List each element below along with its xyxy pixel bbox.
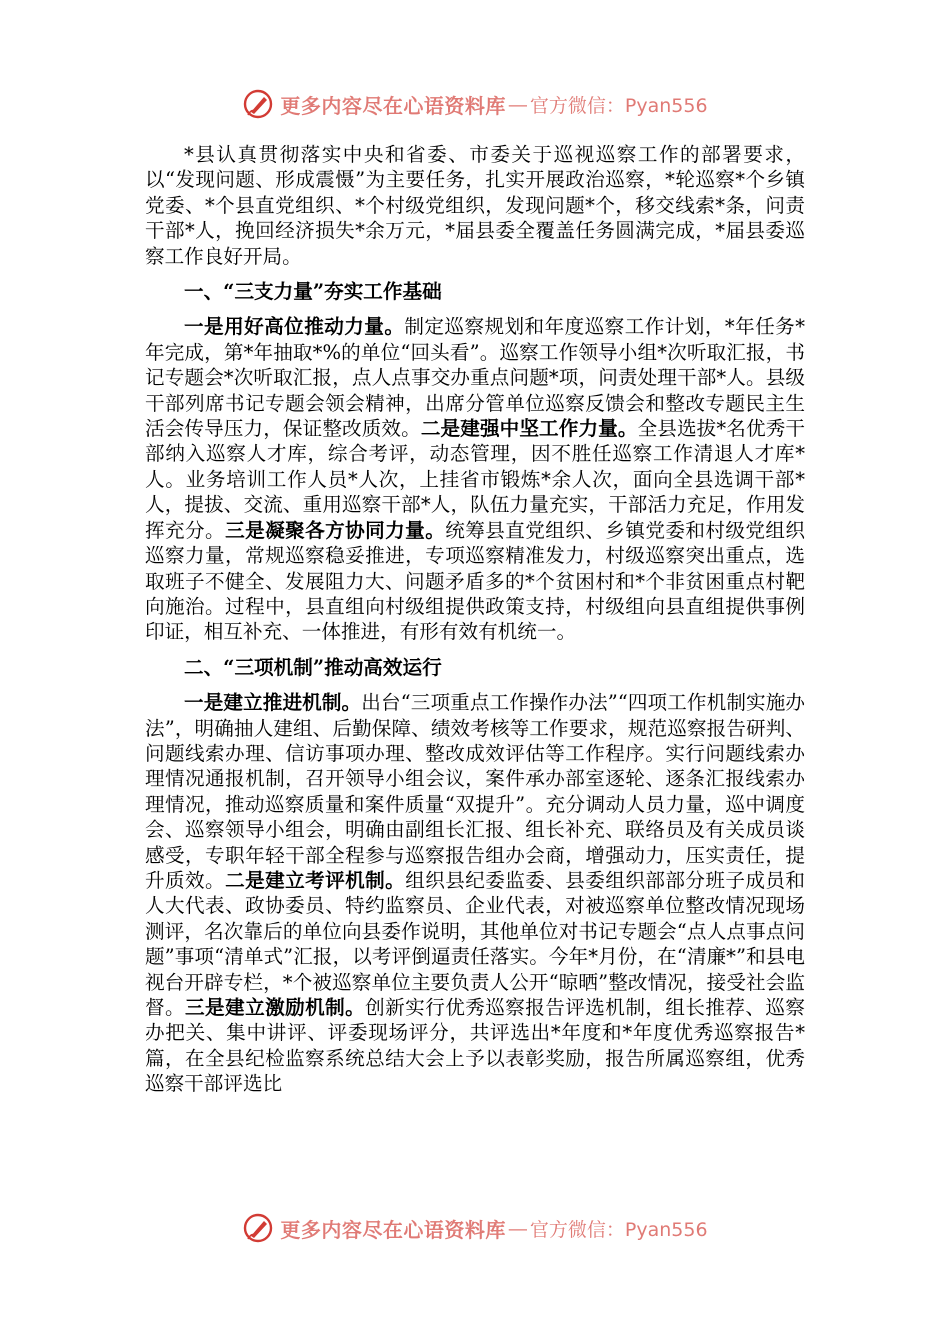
section1-text3: 统筹县直党组织、乡镇党委和村级党组织巡察力量，常规巡察稳妥推进，专项巡察精准发力，村级巡察突出重点，选取班子不健全、发展阻力大、问题矛盾多的*个贫困村和*个非贫困重点村靶向施治。过程中，县直组向村级组提供政策支持，村级组向县直组提供事例印证，相互补充、一体推进，有形有效有机统一。 <box>145 518 806 644</box>
section2-paragraph <box>145 690 805 1097</box>
section2-lead1: 一是建立推进机制。 <box>184 691 362 715</box>
section2-text2: 组织县纪委监委、县委组织部部分班子成员和人大代表、政协委员、特约监察员、企业代表，对被巡察单位整改情况现场测评，名次靠后的单位向县委作说明，其他单位对书记专题会“点人点事点问题”事项“清单式”汇报，以考评倒逼责任落实。今年*月份，在“清廉*”和县电视台开辟专栏，*个被巡察单位主要负责人公开“晾晒”整改情况，接受社会监督。 <box>145 868 806 1019</box>
section1-text1: 制定巡察规划和年度巡察工作计划，*年任务*年完成，第*年抽取*%的单位“回头看”。巡察工作领导小组*次听取汇报，书记专题会*次听取汇报，点人点事交办重点问题*项，问责处理干部*人。县级干部列席书记专题会领会精神，出席分管单位巡察反馈会和整改专题民主生活会传导压力，保证整改质效。 <box>145 315 806 441</box>
section2-lead3: 三是建立激励机制。 <box>185 996 366 1019</box>
document-body <box>145 142 805 1097</box>
footer-watermark <box>0 1206 950 1250</box>
banner-separator: — <box>507 92 528 116</box>
section2-text3: 创新实行优秀巡察报告评选机制，组长推荐、巡察办把关、集中讲评、评委现场评分，共评选出*年度和*年度优秀巡察报告*篇，在全县纪检监察系统总结大会上予以表彰奖励，报告所属巡察组，优秀巡察干部评选比 <box>145 996 806 1096</box>
section2-lead2: 二是建立考评机制。 <box>225 868 406 892</box>
banner-brand: 更多内容尽在心语资料库 <box>280 93 506 118</box>
section1-lead3: 三是凝聚各方协同力量。 <box>225 518 446 542</box>
section1-paragraph <box>145 314 805 644</box>
section2-heading: 二、“三项机制”推动高效运行 <box>184 655 442 679</box>
pen-logo-icon <box>242 1212 274 1244</box>
intro-paragraph: *县认真贯彻落实中央和省委、市委关于巡视巡察工作的部署要求，以“发现问题、形成震慑”为主要任务，扎实开展政治巡察，*轮巡察*个乡镇党委、*个县直党组织、*个村级党组织，发现问题*个，移交线索*条，问责干部*人，挽回经济损失*余万元，*届县委全覆盖任务圆满完成，*届县委巡察工作良好开局。 <box>145 143 805 268</box>
banner-wechat: 官方微信：Pyan556 <box>529 1218 708 1241</box>
header-watermark <box>0 82 950 126</box>
section1-lead2: 二是建强中坚工作力量。 <box>420 417 638 441</box>
section1-heading: 一、“三支力量”夯实工作基础 <box>184 280 442 304</box>
banner-brand: 更多内容尽在心语资料库 <box>280 1217 506 1242</box>
section1-lead1: 一是用好高位推动力量。 <box>184 315 405 339</box>
banner-separator: — <box>507 1216 528 1240</box>
banner-wechat: 官方微信：Pyan556 <box>529 94 708 117</box>
section2-text1: 出台“三项重点工作操作办法”“四项工作机制实施办法”，明确抽人建组、后勤保障、绩效考核等工作要求，规范巡察报告研判、问题线索办理、信访事项办理、整改成效评估等工作程序。实行问题线索办理情况通报机制，召开领导小组会议，案件承办部室逐轮、逐条汇报线索办理情况，推动巡察质量和案件质量“双提升”。充分调动人员力量，巡中调度会、巡察领导小组会，明确由副组长汇报、组长补充、联络员及有关成员谈感受，专职年轻干部全程参与巡察报告组办会商，增强动力，压实责任，提升质效。 <box>145 691 806 892</box>
pen-logo-icon <box>242 88 274 120</box>
section1-text2: 全县选拔*名优秀干部纳入巡察人才库，综合考评，动态管理，因不胜任巡察工作清退人才库*人。业务培训工作人员*人次，上挂省市锻炼*余人次，面向全县选调干部*人，提拔、交流、重用巡察干部*人，队伍力量充实，干部活力充足，作用发挥充分。 <box>145 417 805 542</box>
